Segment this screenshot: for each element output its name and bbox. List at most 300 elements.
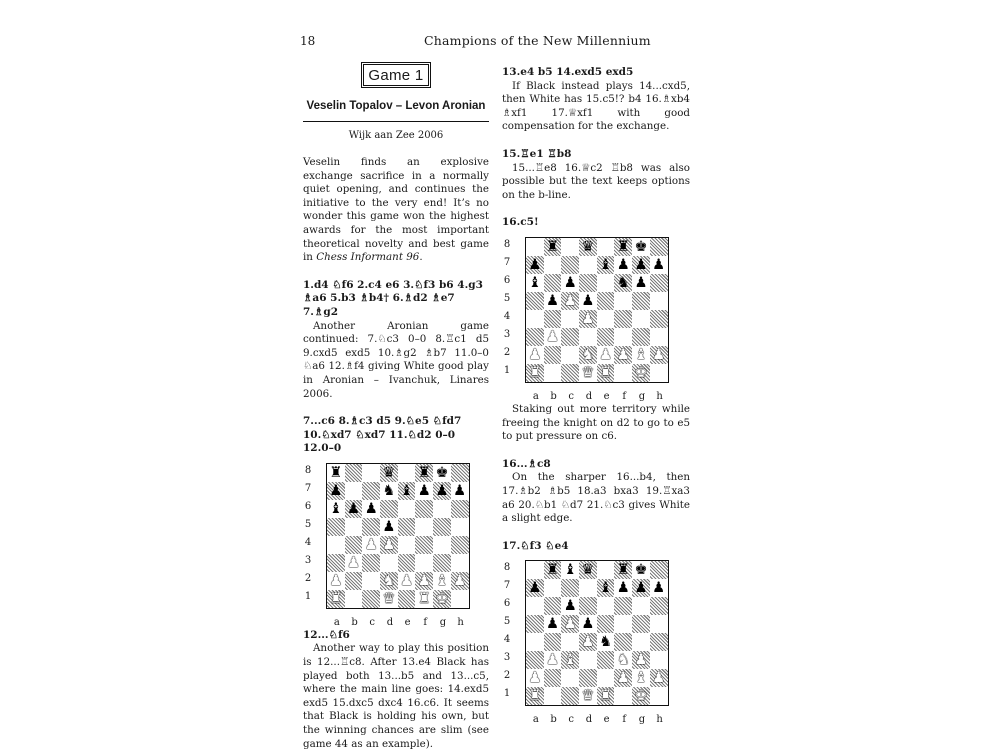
board-square bbox=[614, 561, 632, 579]
board-square bbox=[362, 500, 380, 518]
board-square bbox=[650, 346, 668, 364]
black-rook-icon: ♜ bbox=[546, 562, 560, 579]
black-king-icon: ♚ bbox=[634, 238, 648, 255]
chess-diagram-2 bbox=[502, 237, 690, 403]
board-square bbox=[362, 518, 380, 536]
board-square bbox=[614, 238, 632, 256]
board-square bbox=[327, 464, 345, 482]
file-label: b bbox=[550, 390, 557, 402]
black-knight-icon: ♞ bbox=[616, 274, 630, 291]
board-square bbox=[345, 500, 363, 518]
board-square bbox=[632, 274, 650, 292]
file-label: h bbox=[656, 714, 663, 726]
board-square bbox=[561, 256, 579, 274]
white-pawn-icon: ♟ bbox=[528, 346, 542, 363]
board-square bbox=[345, 554, 363, 572]
chess-board bbox=[525, 237, 669, 383]
rank-label: 8 bbox=[304, 464, 312, 476]
white-pawn-icon: ♟ bbox=[581, 310, 595, 327]
board-square bbox=[650, 579, 668, 597]
black-pawn-icon: ♟ bbox=[616, 580, 630, 597]
board-square bbox=[526, 364, 544, 382]
board-square bbox=[415, 590, 433, 608]
white-king-icon: ♚ bbox=[634, 688, 648, 705]
white-pawn-icon: ♟ bbox=[563, 292, 577, 309]
board-square bbox=[614, 579, 632, 597]
board-square bbox=[544, 669, 562, 687]
board-square bbox=[579, 633, 597, 651]
black-queen-icon: ♛ bbox=[581, 238, 595, 255]
board-square bbox=[650, 328, 668, 346]
file-label: e bbox=[603, 714, 610, 726]
board-square bbox=[398, 536, 416, 554]
rank-label: 2 bbox=[503, 670, 511, 682]
board-square bbox=[579, 328, 597, 346]
black-pawn-icon: ♟ bbox=[563, 274, 577, 291]
board-square bbox=[526, 633, 544, 651]
black-knight-icon: ♞ bbox=[599, 634, 613, 651]
file-label: f bbox=[622, 390, 627, 402]
board-square bbox=[327, 482, 345, 500]
white-pawn-icon: ♟ bbox=[364, 536, 378, 553]
board-square bbox=[398, 482, 416, 500]
black-pawn-icon: ♟ bbox=[652, 256, 666, 273]
rank-label: 4 bbox=[304, 536, 312, 548]
black-bishop-icon: ♝ bbox=[599, 256, 613, 273]
file-label: a bbox=[333, 616, 340, 628]
board-square bbox=[614, 651, 632, 669]
board-square bbox=[579, 651, 597, 669]
board-square bbox=[415, 572, 433, 590]
file-label: g bbox=[638, 390, 646, 402]
file-label: e bbox=[603, 390, 610, 402]
board-square bbox=[526, 615, 544, 633]
file-label: c bbox=[369, 616, 376, 628]
board-square bbox=[380, 554, 398, 572]
board-square bbox=[614, 687, 632, 705]
board-square bbox=[415, 554, 433, 572]
white-queen-icon: ♛ bbox=[382, 590, 396, 607]
board-square bbox=[650, 274, 668, 292]
board-square bbox=[579, 238, 597, 256]
black-pawn-icon: ♟ bbox=[435, 482, 449, 499]
white-pawn-icon: ♟ bbox=[528, 670, 542, 687]
white-pawn-icon: ♟ bbox=[563, 616, 577, 633]
board-square bbox=[526, 256, 544, 274]
board-square bbox=[561, 238, 579, 256]
board-square bbox=[398, 464, 416, 482]
board-square bbox=[526, 687, 544, 705]
white-knight-icon: ♞ bbox=[382, 572, 396, 589]
moves-2: 7...c6 8.♗c3 d5 9.♘e5 ♘fd7 10.♘xd7 ♘xd7 11.♘d2 0–0 12.0–0 bbox=[303, 415, 462, 455]
black-bishop-icon: ♝ bbox=[329, 500, 343, 517]
file-label: f bbox=[622, 714, 627, 726]
board-square bbox=[650, 292, 668, 310]
board-square bbox=[380, 518, 398, 536]
black-pawn-icon: ♟ bbox=[329, 482, 343, 499]
board-square bbox=[632, 615, 650, 633]
board-square bbox=[650, 597, 668, 615]
board-square bbox=[433, 572, 451, 590]
board-square bbox=[398, 554, 416, 572]
rank-label: 2 bbox=[304, 572, 312, 584]
board-square bbox=[380, 536, 398, 554]
rank-label: 7 bbox=[503, 256, 511, 268]
board-square bbox=[632, 256, 650, 274]
right-column bbox=[502, 66, 690, 726]
white-pawn-icon: ♟ bbox=[652, 346, 666, 363]
board-square bbox=[614, 328, 632, 346]
intro-source: Chess Informant 96 bbox=[316, 251, 420, 264]
board-square bbox=[650, 687, 668, 705]
file-labels bbox=[527, 391, 669, 402]
rank-label: 8 bbox=[503, 562, 511, 574]
board-square bbox=[526, 328, 544, 346]
moves-6: 16.c5! bbox=[502, 216, 539, 229]
white-pawn-icon: ♟ bbox=[347, 554, 361, 571]
board-square bbox=[544, 579, 562, 597]
black-pawn-icon: ♟ bbox=[347, 500, 361, 517]
note-4: If Black instead plays 14...cxd5, then White has 15.c5!? b4 16.♗xb4 ♗xf1 17.♕xf1 with good compensation for the exchange. bbox=[502, 79, 690, 133]
white-bishop-icon: ♝ bbox=[634, 346, 648, 363]
board-square bbox=[614, 364, 632, 382]
board-square bbox=[561, 597, 579, 615]
board-square bbox=[561, 292, 579, 310]
chess-diagram-1 bbox=[303, 463, 489, 629]
file-label: g bbox=[439, 616, 447, 628]
board-square bbox=[579, 615, 597, 633]
board-square bbox=[597, 615, 615, 633]
rank-label: 2 bbox=[503, 346, 511, 358]
intro-text: Veselin finds an explosive exchange sacrifice in a normally quiet opening, and continues the initiative to the very end! It’s no wonder this game won the highest awards for the most important theoretical novelty and best game in bbox=[303, 156, 489, 264]
black-rook-icon: ♜ bbox=[546, 238, 560, 255]
white-king-icon: ♚ bbox=[435, 590, 449, 607]
board-square bbox=[614, 633, 632, 651]
board-square bbox=[362, 464, 380, 482]
board-square bbox=[544, 328, 562, 346]
board-square bbox=[433, 464, 451, 482]
board-square bbox=[544, 597, 562, 615]
white-rook-icon: ♜ bbox=[599, 364, 613, 381]
board-square bbox=[327, 518, 345, 536]
board-square bbox=[544, 633, 562, 651]
board-square bbox=[327, 500, 345, 518]
board-square bbox=[597, 238, 615, 256]
rank-label: 4 bbox=[503, 310, 511, 322]
file-label: f bbox=[423, 616, 428, 628]
board-square bbox=[544, 364, 562, 382]
event-line: Wijk aan Zee 2006 bbox=[348, 130, 444, 141]
board-square bbox=[632, 346, 650, 364]
black-rook-icon: ♜ bbox=[616, 238, 630, 255]
board-square bbox=[526, 561, 544, 579]
white-queen-icon: ♛ bbox=[581, 688, 595, 705]
board-square bbox=[433, 518, 451, 536]
black-pawn-icon: ♟ bbox=[528, 256, 542, 273]
board-square bbox=[632, 597, 650, 615]
black-rook-icon: ♜ bbox=[417, 464, 431, 481]
board-square bbox=[345, 482, 363, 500]
board-square bbox=[398, 500, 416, 518]
board-square bbox=[650, 561, 668, 579]
board-square bbox=[415, 500, 433, 518]
board-square bbox=[362, 572, 380, 590]
note-1: Another Aronian game continued: 7.♘c3 0–0 8.♖c1 d5 9.cxd5 exd5 10.♗g2 ♗b7 11.0–0 ♘a6 12.♗f4 giving White good play in Aronian – Ivanchuk, Linares 2006. bbox=[303, 319, 489, 400]
board-square bbox=[579, 687, 597, 705]
file-label: g bbox=[638, 714, 646, 726]
rank-label: 7 bbox=[503, 580, 511, 592]
file-label: b bbox=[351, 616, 358, 628]
board-square bbox=[380, 482, 398, 500]
board-square bbox=[632, 669, 650, 687]
board-square bbox=[597, 364, 615, 382]
board-square bbox=[632, 579, 650, 597]
black-bishop-icon: ♝ bbox=[528, 274, 542, 291]
black-rook-icon: ♜ bbox=[329, 464, 343, 481]
board-square bbox=[380, 500, 398, 518]
black-pawn-icon: ♟ bbox=[652, 580, 666, 597]
board-square bbox=[345, 518, 363, 536]
black-pawn-icon: ♟ bbox=[546, 616, 560, 633]
white-pawn-icon: ♟ bbox=[634, 652, 648, 669]
white-rook-icon: ♜ bbox=[528, 364, 542, 381]
file-label: e bbox=[404, 616, 411, 628]
board-square bbox=[597, 346, 615, 364]
board-square bbox=[415, 464, 433, 482]
black-pawn-icon: ♟ bbox=[382, 518, 396, 535]
board-square bbox=[632, 651, 650, 669]
black-pawn-icon: ♟ bbox=[581, 292, 595, 309]
file-label: c bbox=[568, 714, 575, 726]
moves-4: 13.e4 b5 14.exd5 exd5 bbox=[502, 66, 634, 78]
board-square bbox=[544, 687, 562, 705]
board-square bbox=[650, 238, 668, 256]
board-square bbox=[650, 364, 668, 382]
file-label: d bbox=[585, 714, 593, 726]
board-square bbox=[544, 310, 562, 328]
board-square bbox=[327, 590, 345, 608]
board-square bbox=[614, 274, 632, 292]
board-square bbox=[380, 590, 398, 608]
board-square bbox=[415, 536, 433, 554]
board-square bbox=[451, 482, 469, 500]
board-square bbox=[526, 292, 544, 310]
board-square bbox=[451, 590, 469, 608]
file-label: b bbox=[550, 714, 557, 726]
board-square bbox=[327, 554, 345, 572]
moves-5: 15.♖e1 ♖b8 bbox=[502, 147, 572, 160]
black-pawn-icon: ♟ bbox=[528, 580, 542, 597]
board-square bbox=[526, 669, 544, 687]
rank-label: 3 bbox=[503, 328, 511, 340]
white-pawn-icon: ♟ bbox=[417, 572, 431, 589]
board-square bbox=[597, 633, 615, 651]
board-square bbox=[579, 364, 597, 382]
board-square bbox=[526, 310, 544, 328]
white-rook-icon: ♜ bbox=[599, 688, 613, 705]
board-square bbox=[632, 310, 650, 328]
board-square bbox=[415, 482, 433, 500]
board-square bbox=[327, 572, 345, 590]
board-square bbox=[597, 597, 615, 615]
note-7: On the sharper 16...b4, then 17.♗b2 ♗b5 18.a3 bxa3 19.♖xa3 a6 20.♘b1 ♘d7 21.♘c3 gives White a slight edge. bbox=[502, 471, 690, 525]
board-square bbox=[561, 615, 579, 633]
board-square bbox=[433, 554, 451, 572]
game-label: Game 1 bbox=[363, 64, 429, 86]
board-square bbox=[650, 256, 668, 274]
file-label: a bbox=[532, 390, 539, 402]
black-knight-icon: ♞ bbox=[382, 482, 396, 499]
white-rook-icon: ♜ bbox=[417, 590, 431, 607]
black-king-icon: ♚ bbox=[435, 464, 449, 481]
board-square bbox=[579, 669, 597, 687]
board-square bbox=[451, 572, 469, 590]
board-square bbox=[632, 238, 650, 256]
divider bbox=[303, 121, 489, 122]
board-square bbox=[632, 292, 650, 310]
left-column bbox=[303, 60, 489, 751]
black-pawn-icon: ♟ bbox=[634, 274, 648, 291]
board-square bbox=[380, 464, 398, 482]
white-pawn-icon: ♟ bbox=[652, 670, 666, 687]
board-square bbox=[345, 464, 363, 482]
board-square bbox=[451, 536, 469, 554]
black-pawn-icon: ♟ bbox=[453, 482, 467, 499]
white-rook-icon: ♜ bbox=[528, 688, 542, 705]
white-pawn-icon: ♟ bbox=[546, 328, 560, 345]
rank-label: 5 bbox=[503, 616, 511, 628]
board-square bbox=[526, 346, 544, 364]
board-square bbox=[561, 328, 579, 346]
chess-board bbox=[326, 463, 470, 609]
board-square bbox=[614, 292, 632, 310]
black-pawn-icon: ♟ bbox=[417, 482, 431, 499]
white-pawn-icon: ♟ bbox=[616, 346, 630, 363]
white-pawn-icon: ♟ bbox=[382, 536, 396, 553]
rank-label: 6 bbox=[503, 274, 511, 286]
board-square bbox=[526, 238, 544, 256]
white-pawn-icon: ♟ bbox=[329, 572, 343, 589]
white-pawn-icon: ♟ bbox=[546, 652, 560, 669]
board-square bbox=[345, 536, 363, 554]
black-queen-icon: ♛ bbox=[581, 562, 595, 579]
intro-end: . bbox=[419, 251, 423, 264]
board-square bbox=[579, 579, 597, 597]
white-pawn-icon: ♟ bbox=[400, 572, 414, 589]
board-square bbox=[597, 310, 615, 328]
board-square bbox=[579, 597, 597, 615]
board-square bbox=[597, 561, 615, 579]
board-square bbox=[451, 500, 469, 518]
black-pawn-icon: ♟ bbox=[563, 598, 577, 615]
white-bishop-icon: ♝ bbox=[634, 670, 648, 687]
black-pawn-icon: ♟ bbox=[634, 580, 648, 597]
intro-paragraph bbox=[303, 156, 489, 265]
rank-label: 1 bbox=[503, 364, 511, 376]
board-square bbox=[362, 482, 380, 500]
chess-board bbox=[525, 560, 669, 706]
black-rook-icon: ♜ bbox=[616, 562, 630, 579]
board-square bbox=[579, 561, 597, 579]
rank-label: 4 bbox=[503, 634, 511, 646]
white-pawn-icon: ♟ bbox=[581, 634, 595, 651]
board-square bbox=[526, 274, 544, 292]
white-king-icon: ♚ bbox=[634, 364, 648, 381]
board-square bbox=[561, 633, 579, 651]
board-square bbox=[614, 615, 632, 633]
board-square bbox=[415, 518, 433, 536]
rank-label: 1 bbox=[503, 688, 511, 700]
note-5: 15...♖e8 16.♕c2 ♖b8 was also possible but the text keeps options on the b-line. bbox=[502, 161, 690, 201]
white-queen-icon: ♛ bbox=[581, 364, 595, 381]
board-square bbox=[650, 669, 668, 687]
white-bishop-icon: ♝ bbox=[563, 652, 577, 669]
black-bishop-icon: ♝ bbox=[599, 580, 613, 597]
board-square bbox=[614, 310, 632, 328]
board-square bbox=[650, 633, 668, 651]
board-square bbox=[451, 518, 469, 536]
board-square bbox=[632, 633, 650, 651]
black-pawn-icon: ♟ bbox=[546, 292, 560, 309]
board-square bbox=[380, 572, 398, 590]
board-square bbox=[544, 238, 562, 256]
board-square bbox=[632, 364, 650, 382]
black-pawn-icon: ♟ bbox=[581, 616, 595, 633]
white-rook-icon: ♜ bbox=[329, 590, 343, 607]
board-square bbox=[561, 579, 579, 597]
board-square bbox=[544, 274, 562, 292]
rank-label: 7 bbox=[304, 482, 312, 494]
board-square bbox=[327, 536, 345, 554]
board-square bbox=[579, 256, 597, 274]
board-square bbox=[398, 590, 416, 608]
rank-label: 3 bbox=[503, 652, 511, 664]
board-square bbox=[597, 651, 615, 669]
board-square bbox=[597, 328, 615, 346]
board-square bbox=[362, 590, 380, 608]
file-label: d bbox=[585, 390, 593, 402]
rank-label: 6 bbox=[503, 598, 511, 610]
game-label-box bbox=[361, 62, 431, 88]
file-label: c bbox=[568, 390, 575, 402]
white-bishop-icon: ♝ bbox=[435, 572, 449, 589]
board-square bbox=[561, 364, 579, 382]
file-label: a bbox=[532, 714, 539, 726]
board-square bbox=[345, 590, 363, 608]
moves-1: 1.d4 ♘f6 2.c4 e6 3.♘f3 b6 4.g3 ♗a6 5.b3 ♗b4† 6.♗d2 ♗e7 7.♗g2 bbox=[303, 278, 483, 318]
board-square bbox=[433, 482, 451, 500]
board-square bbox=[544, 561, 562, 579]
players-heading: Veselin Topalov – Levon Aronian bbox=[306, 100, 486, 112]
board-square bbox=[561, 687, 579, 705]
board-square bbox=[614, 597, 632, 615]
board-square bbox=[451, 554, 469, 572]
white-pawn-icon: ♟ bbox=[616, 670, 630, 687]
rank-label: 8 bbox=[503, 238, 511, 250]
board-square bbox=[345, 572, 363, 590]
board-square bbox=[632, 561, 650, 579]
file-label: d bbox=[386, 616, 394, 628]
board-square bbox=[614, 256, 632, 274]
board-square bbox=[544, 256, 562, 274]
board-square bbox=[597, 579, 615, 597]
board-square bbox=[561, 310, 579, 328]
board-square bbox=[544, 346, 562, 364]
rank-label: 3 bbox=[304, 554, 312, 566]
black-queen-icon: ♛ bbox=[382, 464, 396, 481]
board-square bbox=[650, 615, 668, 633]
board-square bbox=[597, 292, 615, 310]
